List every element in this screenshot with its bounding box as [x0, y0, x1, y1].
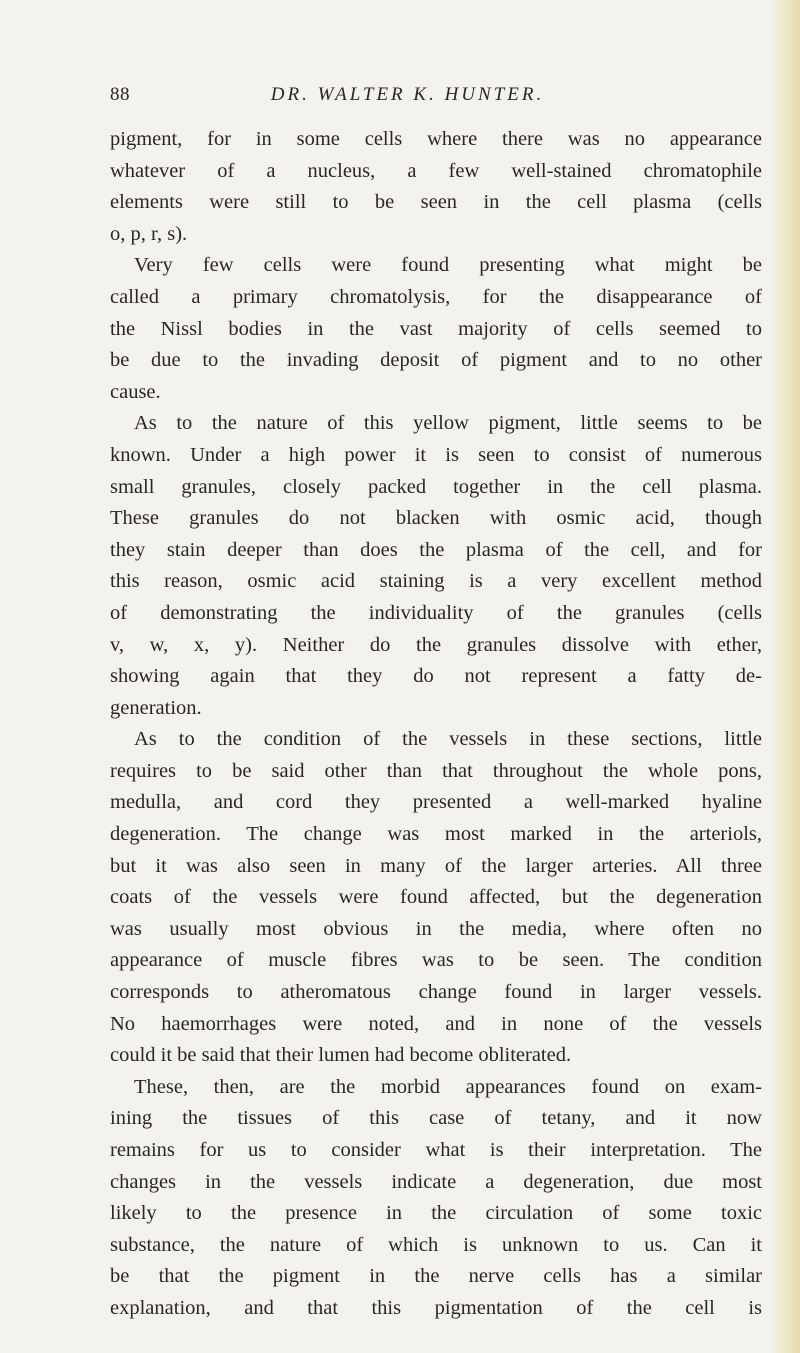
page-header	[0, 84, 800, 114]
text-line: called a primary chromatolysis, for the disappearance of	[110, 285, 762, 308]
text-line: elements were still to be seen in the cell plasma (cells	[110, 191, 762, 214]
page-number: 88	[110, 84, 130, 105]
text-line: but it was also seen in many of the larger arteries. All three	[110, 854, 762, 877]
text-line: the Nissl bodies in the vast majority of cells seemed to	[110, 317, 762, 340]
text-line: generation.	[110, 696, 202, 719]
text-line: changes in the vessels indicate a degeneration, due most	[110, 1170, 762, 1193]
text-line: appearance of muscle fibres was to be seen. The condition	[110, 949, 762, 972]
body-text	[110, 124, 762, 1325]
text-line: showing again that they do not represent a fatty de-	[110, 665, 762, 688]
text-line: ining the tissues of this case of tetany, and it now	[110, 1107, 762, 1130]
text-line: substance, the nature of which is unknown to us. Can it	[110, 1233, 762, 1256]
text-line: Very few cells were found presenting what might be	[134, 254, 762, 277]
text-line: of demonstrating the individuality of the granules (cells	[110, 601, 762, 624]
text-line: As to the condition of the vessels in these sections, little	[134, 728, 762, 751]
text-line: was usually most obvious in the media, where often no	[110, 917, 762, 940]
text-line: this reason, osmic acid staining is a very excellent method	[110, 570, 762, 593]
text-line: coats of the vessels were found affected, but the degeneration	[110, 886, 762, 909]
text-line: whatever of a nucleus, a few well-stained chromatophile	[110, 159, 762, 182]
text-line: they stain deeper than does the plasma of the cell, and for	[110, 538, 762, 561]
text-line: o, p, r, s).	[110, 222, 188, 245]
text-line: could it be said that their lumen had become obliterated.	[110, 1044, 572, 1067]
text-line: No haemorrhages were noted, and in none of the vessels	[110, 1012, 762, 1035]
text-line: requires to be said other than that throughout the whole pons,	[110, 759, 762, 782]
text-line: cause.	[110, 380, 161, 403]
text-line: degeneration. The change was most marked in the arteriols,	[110, 823, 762, 846]
text-line: be that the pigment in the nerve cells has a similar	[110, 1265, 762, 1288]
text-line: corresponds to atheromatous change found in larger vessels.	[110, 981, 762, 1004]
text-line: These granules do not blacken with osmic acid, though	[110, 507, 762, 530]
text-line: pigment, for in some cells where there was no appearance	[110, 128, 762, 150]
text-line: small granules, closely packed together in the cell plasma.	[110, 475, 762, 498]
text-line: v, w, x, y). Neither do the granules dissolve with ether,	[110, 633, 762, 656]
text-line: be due to the invading deposit of pigment and to no other	[110, 349, 762, 372]
running-head: DR. WALTER K. HUNTER.	[270, 84, 545, 105]
text-line: medulla, and cord they presented a well-marked hyaline	[110, 791, 762, 814]
text-line: known. Under a high power it is seen to consist of numerous	[110, 443, 762, 466]
text-line: explanation, and that this pigmentation of the cell is	[110, 1296, 762, 1319]
text-line: likely to the presence in the circulation of some toxic	[110, 1202, 762, 1225]
page-edge-shading	[770, 0, 800, 1353]
text-line: remains for us to consider what is their interpretation. The	[110, 1139, 762, 1161]
text-line: These, then, are the morbid appearances found on exam-	[134, 1075, 762, 1098]
text-line: As to the nature of this yellow pigment, little seems to be	[134, 412, 762, 435]
